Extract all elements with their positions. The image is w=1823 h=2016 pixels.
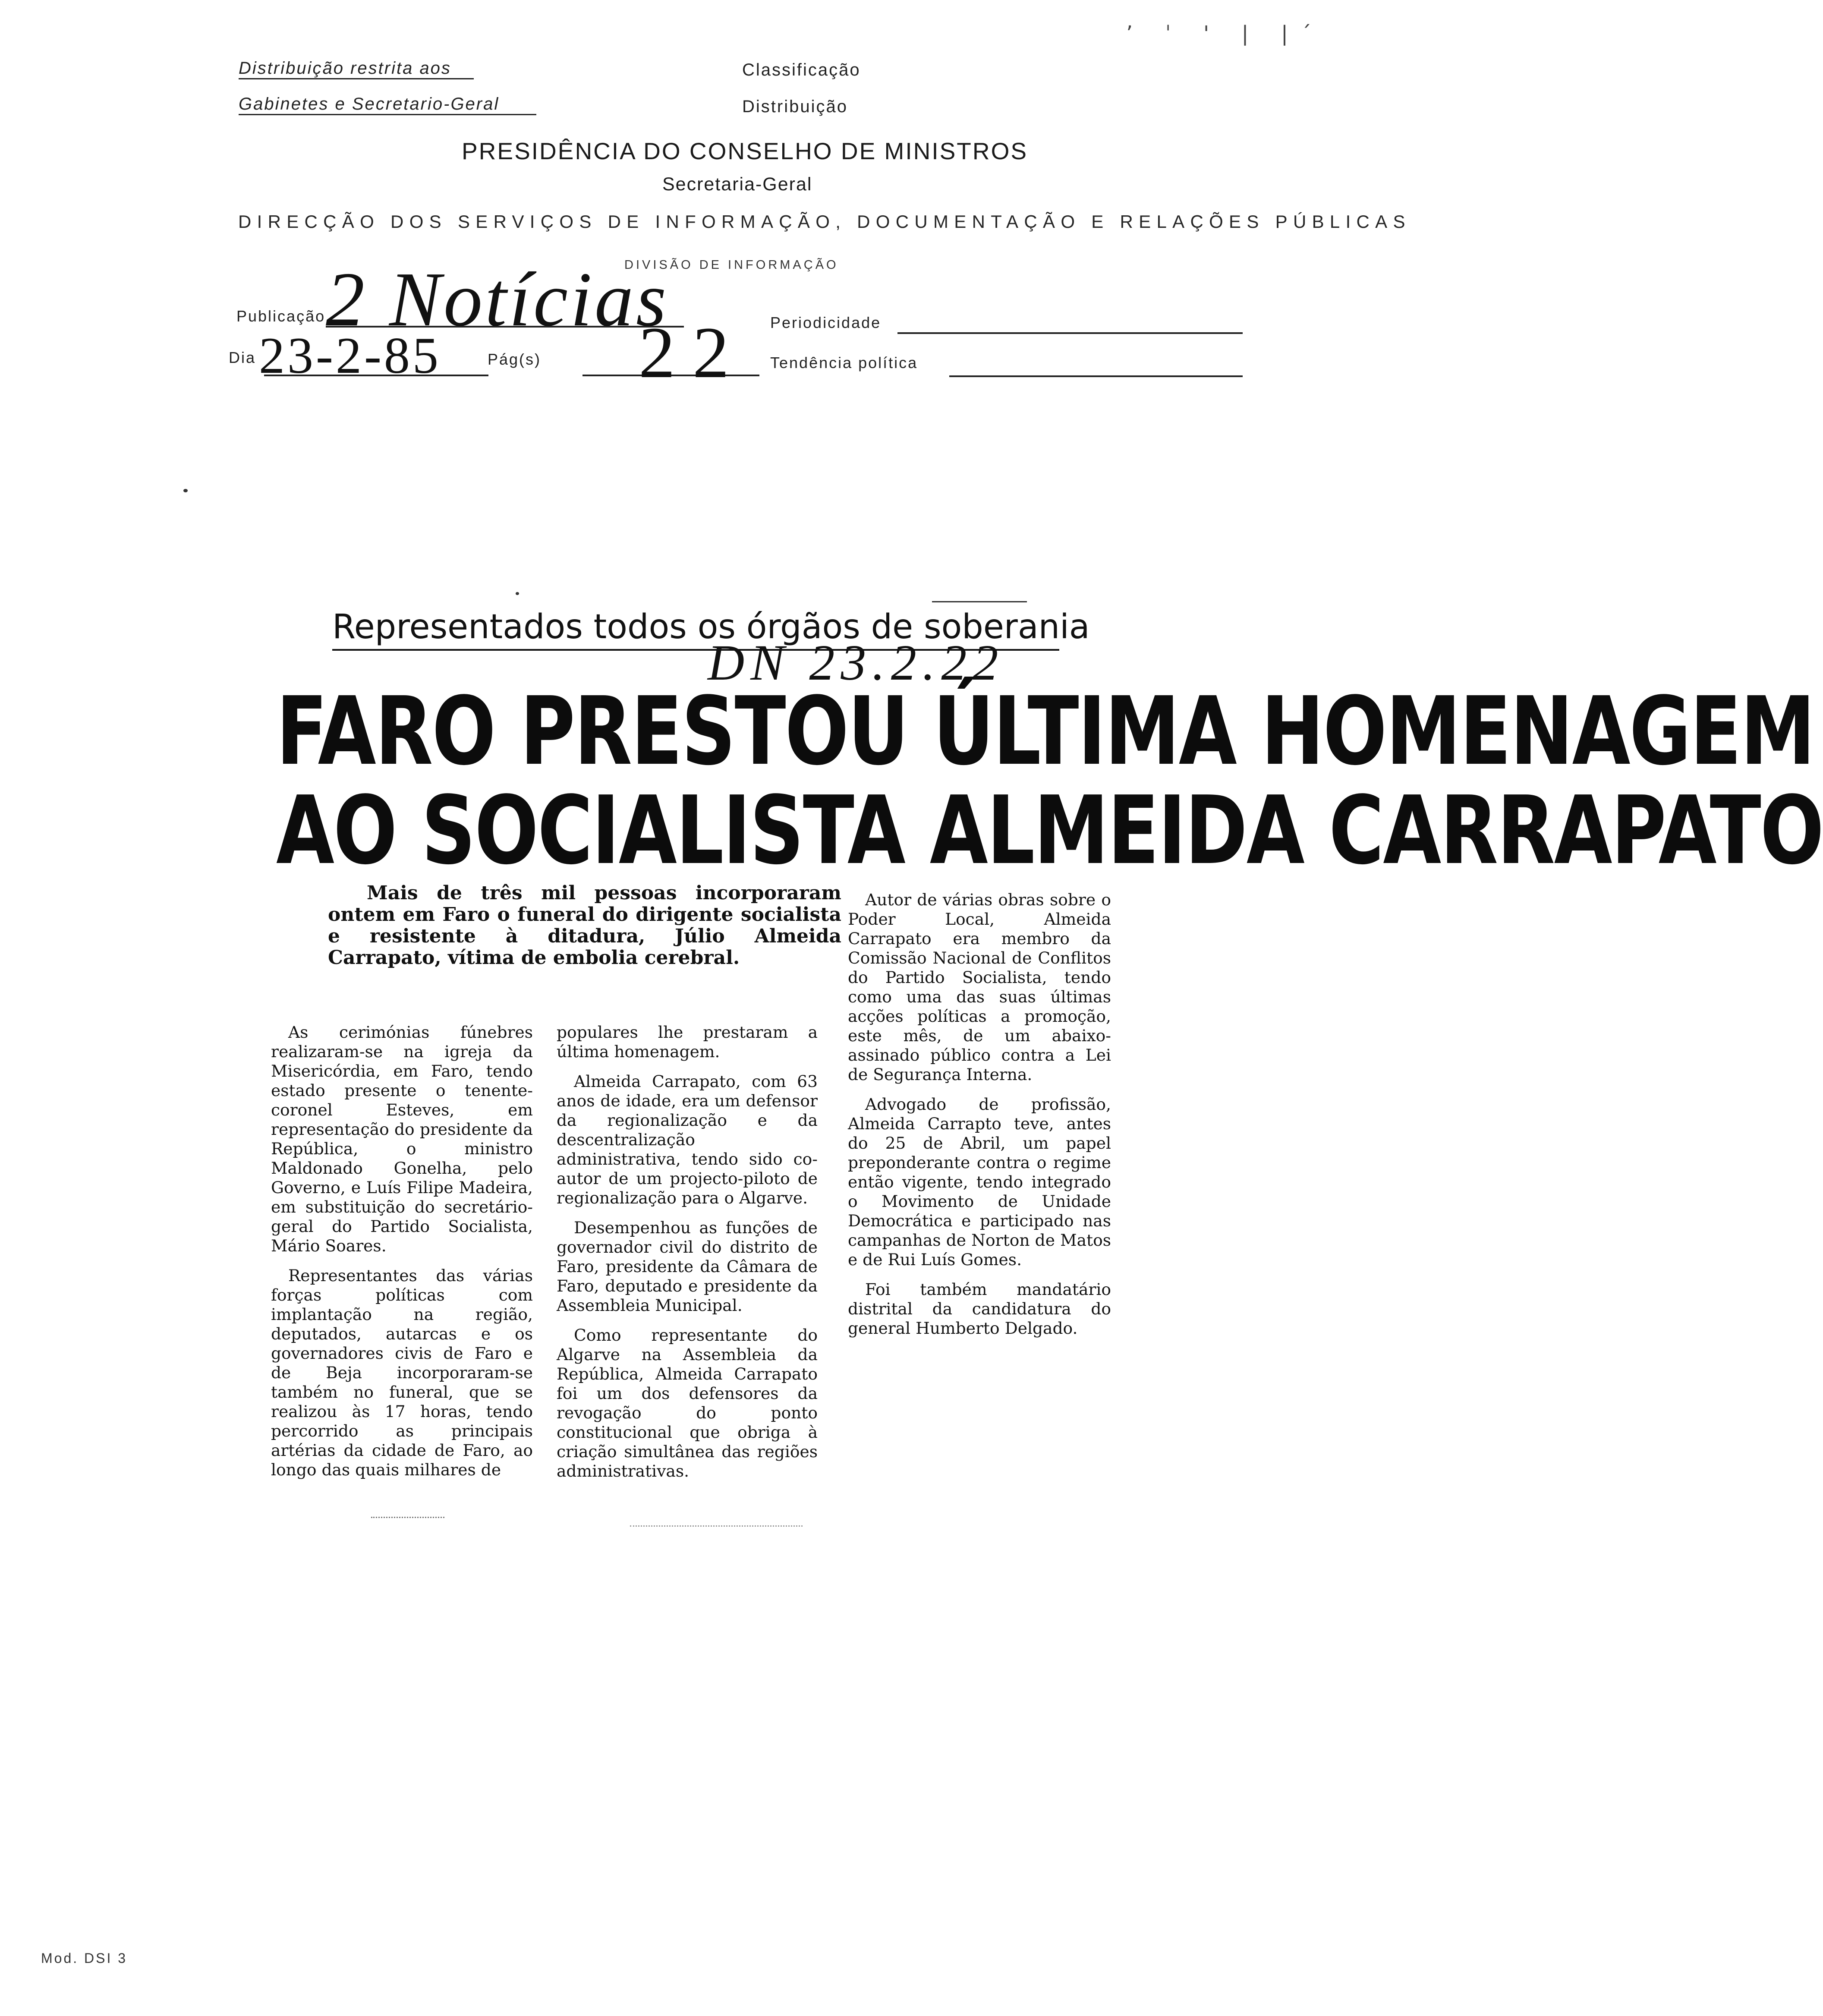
specks — [516, 592, 519, 595]
publication-handwriting: 2 Notícias — [326, 256, 669, 342]
column-2-paragraph: Como representante do Algarve na Assembleia da República, Almeida Carrapato foi um dos defensores da revogação do ponto constitucional que obriga à criação simultânea das regiões administrativas. — [557, 1326, 818, 1480]
day-handwriting: 23-2-85 — [259, 327, 441, 384]
tendency-line — [949, 375, 1243, 377]
distribution-label: Distribuição — [742, 97, 848, 116]
column-3-paragraph: Foi também mandatário distrital da candidatura do general Humberto Delgado. — [848, 1280, 1111, 1338]
column-1-paragraph: Representantes das várias forças políticas com implantação na região, deputados, autarcas e os governadores civis de Faro e de Beja incorporaram-se também no funeral, que se realizou às 17 horas, tendo percorrido as principais artérias da cidade de Faro, ao longo das quais milhares de — [271, 1266, 533, 1479]
distribution-line-1: Distribuição restrita aos — [239, 59, 474, 79]
pages-handwriting: 22 — [639, 312, 746, 393]
headline-line-1: FARO PRESTOU ÚLTIMA HOMENAGEM — [276, 677, 1814, 786]
column-2-paragraph: populares lhe prestaram a última homenagem. — [557, 1023, 818, 1061]
column-end-dots — [630, 1525, 803, 1527]
article-lead: Mais de três mil pessoas incorporaram ontem em Faro o funeral do dirigente socialista e resistente à ditadura, Júlio Almeida Carrapato, vítima de embolia cerebral. — [328, 882, 841, 969]
article-kicker: Representados todos os órgãos de soberania — [332, 608, 1090, 646]
classification-label: Classificação — [742, 60, 861, 79]
column-2-paragraph: Desempenhou as funções de governador civil do distrito de Faro, presidente da Câmara de Faro, deputado e presidente da Assembleia Municipal. — [557, 1218, 818, 1315]
corner-marks: ʼ ˈ ' | |ˊ — [1126, 22, 1325, 46]
column-1-paragraph: As cerimónias fúnebres realizaram-se na igreja da Misericórdia, em Faro, tendo estado presente o tenente-coronel Esteves, em representação do presidente da República, o ministro Maldonado Gonelha, pelo Governo, e Luís Filipe Madeira, em substituição do secretário-geral do Partido Socialista, Mário Soares. — [271, 1023, 533, 1255]
column-end-dots — [371, 1517, 444, 1518]
pages-label: Pág(s) — [488, 350, 542, 368]
periodicity-label: Periodicidade — [770, 314, 882, 331]
specks — [183, 489, 188, 492]
day-label: Dia — [229, 349, 256, 366]
headline-line-2: AO SOCIALISTA ALMEIDA CARRAPATO — [276, 776, 1823, 885]
presidency-heading: PRESIDÊNCIA DO CONSELHO DE MINISTROS — [462, 138, 1028, 164]
kicker-rule — [932, 601, 1027, 602]
column-1 — [271, 1023, 533, 1490]
column-3 — [848, 890, 1111, 1348]
column-2-paragraph: Almeida Carrapato, com 63 anos de idade, era um defensor da regionalização e da descentralização administrativa, tendo sido co-autor de um projecto-piloto de regionalização para o Algarve. — [557, 1072, 818, 1207]
tendency-label: Tendência política — [770, 354, 918, 372]
publication-label: Publicação — [236, 307, 326, 325]
column-2 — [557, 1023, 818, 1491]
directorate-heading: DIRECÇÃO DOS SERVIÇOS DE INFORMAÇÃO, DOCUMENTAÇÃO E RELAÇÕES PÚBLICAS — [238, 211, 1411, 232]
division-heading: DIVISÃO DE INFORMAÇÃO — [624, 258, 839, 272]
column-3-paragraph: Autor de várias obras sobre o Poder Local, Almeida Carrapato era membro da Comissão Nacional de Conflitos do Partido Socialista, tendo como uma das suas últimas acções políticas a promoção, este mês, de um abaixo-assinado público contra a Lei de Segurança Interna. — [848, 890, 1111, 1084]
distribution-line-2: Gabinetes e Secretario-Geral — [239, 94, 536, 115]
form-model-code: Mod. DSI 3 — [41, 1950, 128, 1966]
periodicity-line — [897, 332, 1243, 334]
secretariat-heading: Secretaria-Geral — [662, 174, 812, 195]
handwritten-note: DN 23.2.22 — [708, 634, 1004, 691]
column-3-paragraph: Advogado de profissão, Almeida Carrapto teve, antes do 25 de Abril, um papel preponderante contra o regime então vigente, tendo integrado o Movimento de Unidade Democrática e participado nas campanhas de Norton de Matos e de Rui Luís Gomes. — [848, 1095, 1111, 1269]
